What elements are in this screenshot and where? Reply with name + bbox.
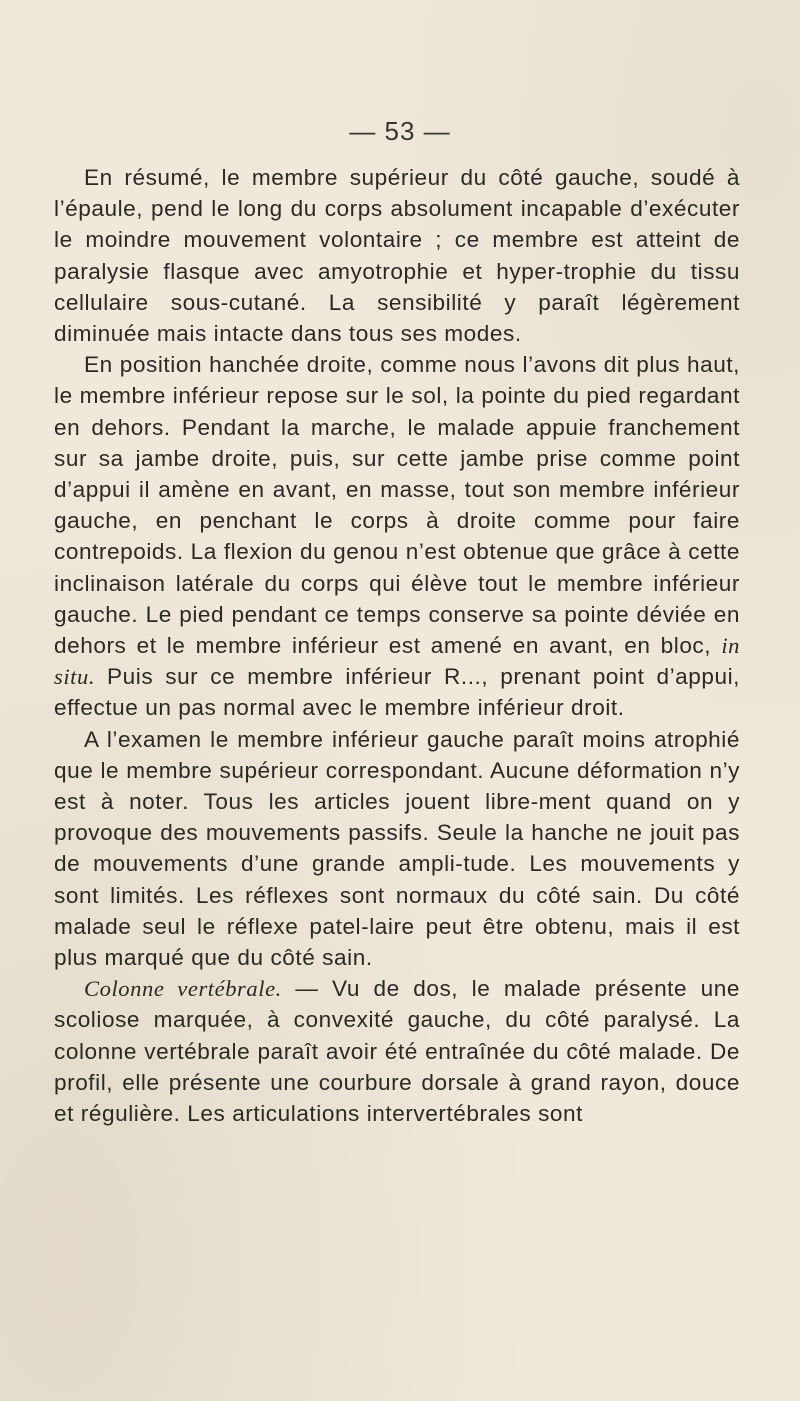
paragraph-3: A l’examen le membre inférieur gauche paraît moins atrophié que le membre supérieur correspondant. Aucune déformation n’y est à noter. Tous les articles jouent libre-ment quand on y provoque des mouvements passifs. Seule la hanche ne jouit pas de mouvements d’une grande ampli-tude. Les mouvements y sont limités. Les réflexes sont normaux du côté sain. Du côté malade seul le réflexe patel-laire peut être obtenu, mais il est plus marqué que du côté sain.	[54, 726, 740, 971]
paragraph-4	[54, 973, 740, 1129]
section-heading-colonne: Colonne vertébrale.	[84, 976, 282, 1002]
page-number: — 53 —	[349, 116, 451, 146]
paragraph-2-italic: in situ.	[54, 633, 740, 690]
paragraph-2-text-end: Puis sur ce membre inférieur R..., prenant point d’appui, effectue un pas normal avec le membre inférieur droit.	[54, 664, 740, 721]
paragraph-1: En résumé, le membre supérieur du côté gauche, soudé à l’épaule, pend le long du corps absolument incapable d’exécuter le moindre mouvement volontaire ; ce membre est atteint de paralysie flasque avec amyotrophie et hyper-trophie du tissu cellulaire sous-cutané. La sensibilité y paraît légèrement diminuée mais intacte dans tous ses modes.	[54, 165, 740, 347]
body-text	[54, 162, 740, 1129]
paragraph-4-text: — Vu de dos, le malade présente une scoliose marquée, à convexité gauche, du côté paralysé. La colonne vertébrale paraît avoir été entraînée du côté malade. De profil, elle présente une courbure dorsale à grand rayon, douce et régulière. Les articulations intervertébrales sont	[54, 976, 740, 1127]
paragraph-2	[54, 349, 740, 723]
paragraph-2-text: En position hanchée droite, comme nous l’avons dit plus haut, le membre inférieur repose sur le sol, la pointe du pied regardant en dehors. Pendant la marche, le malade appuie franchement sur sa jambe droite, puis, sur cette jambe prise comme point d’appui il amène en avant, en masse, tout son membre inférieur gauche, en penchant le corps à droite comme pour faire contrepoids. La flexion du genou n’est obtenue que grâce à cette inclinaison latérale du corps qui élève tout le membre inférieur gauche. Le pied pendant ce temps conserve sa pointe déviée en dehors et le membre inférieur est amené en avant, en bloc,	[54, 352, 740, 659]
